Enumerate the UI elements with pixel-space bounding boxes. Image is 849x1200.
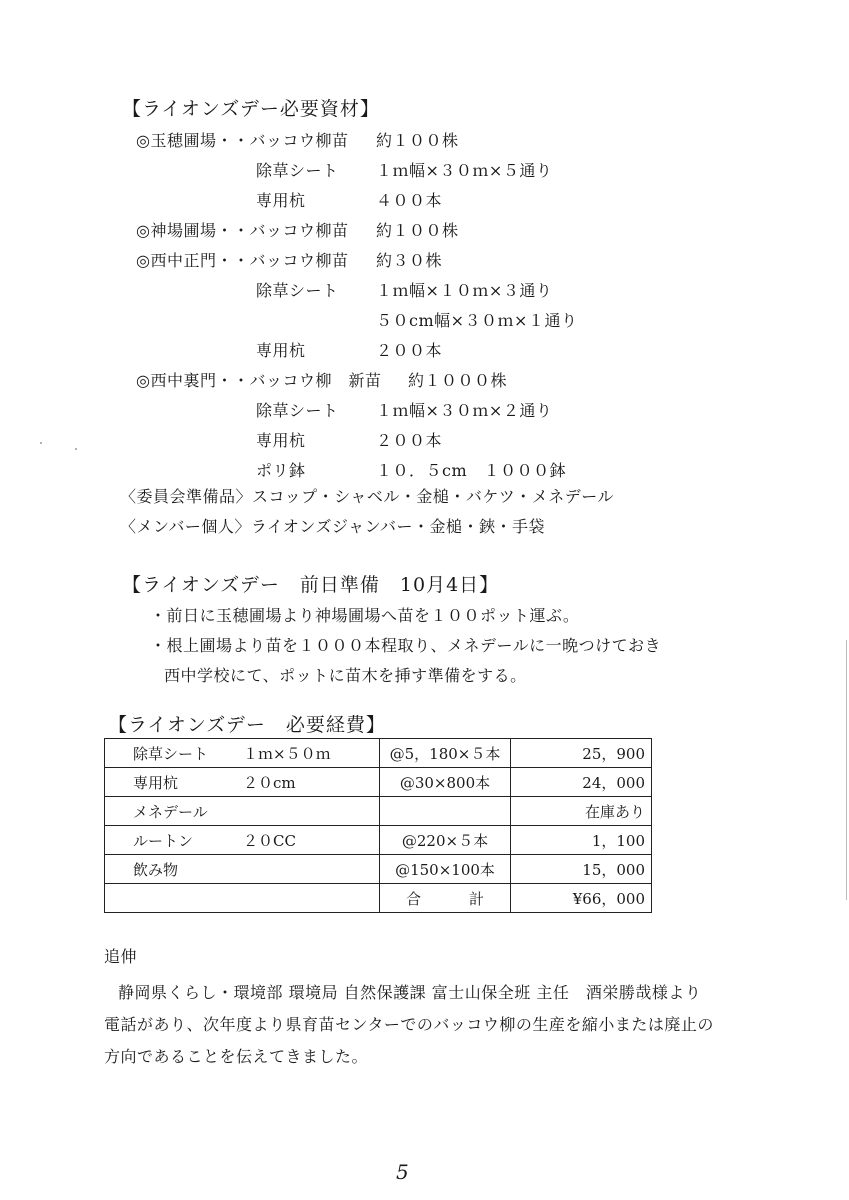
table-row xyxy=(105,797,652,826)
material-value: 約１００株 xyxy=(376,221,459,240)
cost-item-name: 除草シート xyxy=(133,744,209,763)
postscript-line: 静岡県くらし・環境部 環境局 自然保護課 富士山保全班 主任 酒栄勝哉様より xyxy=(118,983,702,1002)
member-items: 〈メンバー個人〉ライオンズジャンバー・金槌・鋏・手袋 xyxy=(120,517,546,536)
cost-unit: @150×100本 xyxy=(380,855,511,884)
postscript-line: 電話があり、次年度より県育苗センターでのバッコウ柳の生産を縮小または廃止の xyxy=(104,1015,714,1034)
total-label-b: 計 xyxy=(468,889,484,908)
prep-heading: 【ライオンズデー 前日準備 10月4日】 xyxy=(122,574,500,596)
cost-item-name: 飲み物 xyxy=(133,860,179,879)
prep-item: 西中学校にて、ポットに苗木を挿す準備をする。 xyxy=(164,666,527,685)
material-value: ４００本 xyxy=(376,191,443,210)
material-value: １ｍ幅×３０ｍ×２通り xyxy=(376,401,553,420)
cost-item-cell xyxy=(105,768,380,797)
total-label-cell xyxy=(380,884,511,913)
cost-item-cell xyxy=(105,855,380,884)
table-row xyxy=(105,768,652,797)
empty-cell xyxy=(105,884,380,913)
scan-speck xyxy=(40,442,42,444)
total-amount: ¥66，000 xyxy=(511,884,652,913)
prep-item: ・根上圃場より苗を１０００本程取り、メネデールに一晩つけておき xyxy=(150,636,662,655)
table-row xyxy=(105,826,652,855)
material-label: 除草シート xyxy=(256,401,339,420)
cost-amount: 在庫あり xyxy=(511,797,652,826)
material-value: ２００本 xyxy=(376,341,443,360)
cost-item-name: メネデール xyxy=(133,802,208,821)
cost-unit: @5，180×５本 xyxy=(380,739,511,768)
material-value: 約１０００株 xyxy=(408,371,508,390)
postscript-line: 方向であることを伝えてきました。 xyxy=(104,1047,369,1066)
material-label: ◎西中裏門・・バッコウ柳 新苗 xyxy=(136,371,382,390)
material-value: １ｍ幅×１０ｍ×３通り xyxy=(376,281,553,300)
material-label: 専用杭 xyxy=(256,341,306,360)
cost-heading: 【ライオンズデー 必要経費】 xyxy=(108,714,386,736)
material-label: 除草シート xyxy=(256,161,339,180)
committee-items: 〈委員会準備品〉スコップ・シャベル・金槌・バケツ・メネデール xyxy=(120,487,614,506)
material-label: 専用杭 xyxy=(256,431,306,450)
cost-amount: 24，000 xyxy=(511,768,652,797)
cost-item-spec: １ｍ×５０ｍ xyxy=(243,744,331,763)
total-label-a: 合 xyxy=(406,889,422,908)
material-label: 除草シート xyxy=(256,281,339,300)
cost-unit xyxy=(380,797,511,826)
material-value: 約１００株 xyxy=(376,131,459,150)
cost-item-cell xyxy=(105,826,380,855)
material-label: 専用杭 xyxy=(256,191,306,210)
cost-unit: @220×５本 xyxy=(380,826,511,855)
material-value: ５０cm幅×３０ｍ×１通り xyxy=(376,311,578,330)
cost-item-name: ルートン xyxy=(133,831,194,850)
table-row xyxy=(105,855,652,884)
cost-item-cell xyxy=(105,739,380,768)
material-value: １０．５cm １０００鉢 xyxy=(376,461,567,480)
cost-item-spec: ２０CC xyxy=(243,831,296,850)
cost-amount: 1，100 xyxy=(511,826,652,855)
material-label: ◎西中正門・・バッコウ柳苗 xyxy=(136,251,349,270)
scan-speck xyxy=(75,448,77,450)
cost-amount: 15，000 xyxy=(511,855,652,884)
material-value: ２００本 xyxy=(376,431,443,450)
cost-unit: @30×800本 xyxy=(380,768,511,797)
material-label: ◎玉穂圃場・・バッコウ柳苗 xyxy=(136,131,349,150)
cost-item-spec: ２０cm xyxy=(243,773,296,792)
cost-amount: 25，900 xyxy=(511,739,652,768)
material-label: ◎神場圃場・・バッコウ柳苗 xyxy=(136,221,349,240)
materials-heading: 【ライオンズデー必要資材】 xyxy=(122,98,380,120)
prep-item: ・前日に玉穂圃場より神場圃場へ苗を１００ポット運ぶ。 xyxy=(150,606,580,625)
table-row xyxy=(105,739,652,768)
cost-item-cell xyxy=(105,797,380,826)
material-value: 約３０株 xyxy=(376,251,443,270)
cost-table xyxy=(104,738,652,913)
page-number: 5 xyxy=(396,1160,409,1184)
scan-edge-line xyxy=(846,640,847,900)
postscript-title: 追伸 xyxy=(104,947,138,966)
cost-item-name: 専用杭 xyxy=(133,773,179,792)
table-row-total xyxy=(105,884,652,913)
material-label: ポリ鉢 xyxy=(256,461,306,480)
material-value: １ｍ幅×３０ｍ×５通り xyxy=(376,161,553,180)
